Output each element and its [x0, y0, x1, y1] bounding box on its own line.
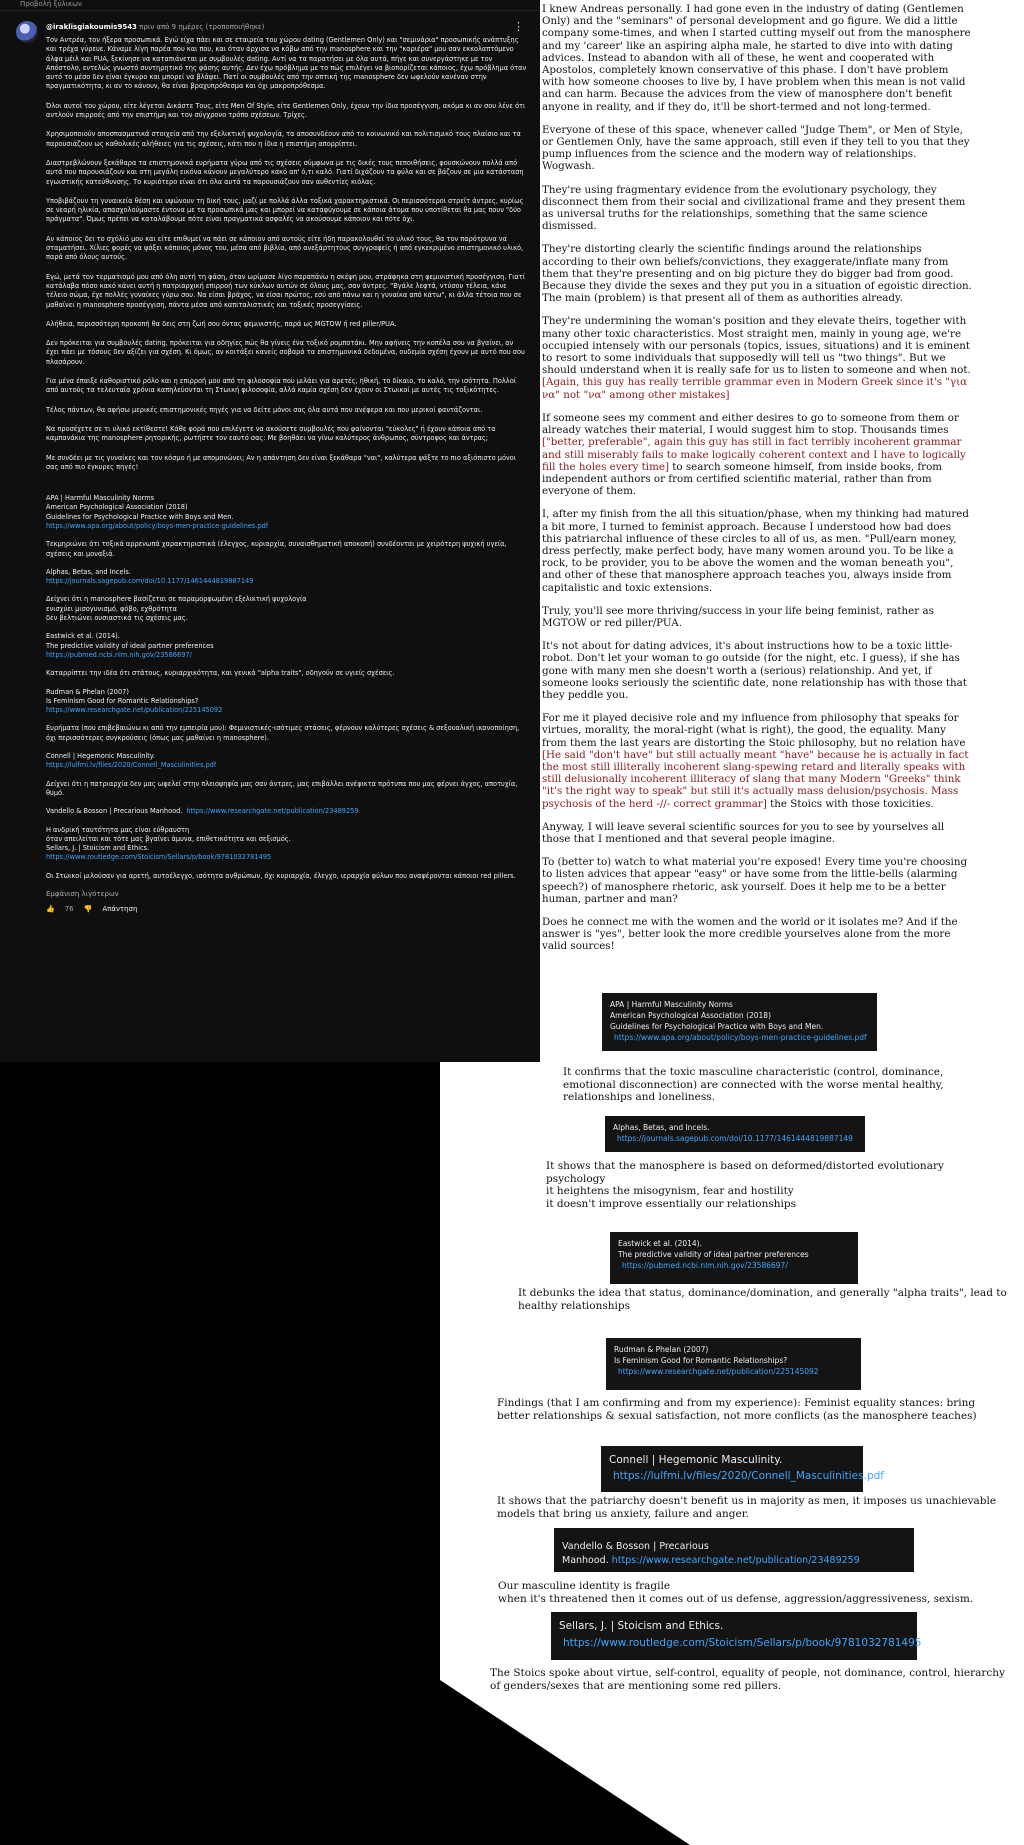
comment-paragraph: Τον Αντρέα, τον ήξερα προσωπικά. Εγώ είχα πάει και σε εταιρεία του χώρου dating (Gentlemen Only) και "σεμινάρια" προσωπικής ανάπτυξης και τρέχα γύρευε. Κάναμε λίγη παρέα που και που, και όταν άρχισα να κόβω από την manosphere και την "καριέρα" μου σαν εκκολαπτόμενο άλφα μέιλ και PUA, ξεκίνησε να καταπιάνεται με συμβουλές dating. Αντί να τα παρατήσει με όλα αυτά, πήγε και συνεργάστηκε με τον Απόστολο, εντελώς γνωστό συντηρητικό της φάσης αυτής. Δεν έχω πρόβλημα με το πώς επιλέγει να βιοπορίζεται κάποιος, έχω πρόβλημα όταν αυτό το μέσο δεν είναι έγκυρο και μπορεί να βλάψει. Πατί οι συμβουλές από την οπτική της manosphere δεν ωφελούν κανέναν στην πραγματικότητα, κι αν το κάνουν, θα είναι βραχυπρόθεσμα και όχι μακροπρόθεσμα.: [46, 36, 527, 91]
reference-box-eastwick: [610, 1232, 858, 1284]
box-line: Sellars, J. | Stoicism and Ethics.: [559, 1620, 724, 1632]
comment-header: [46, 23, 264, 31]
comment-body: [46, 36, 528, 915]
translation-paragraph: They're using fragmentary evidence from the evolutionary psychology, they disconnect them from their social and civilizational frame and they present them as universal truths for the relationships, something that the same science dismissed.: [542, 183, 966, 233]
reference-box-incels: [605, 1116, 865, 1152]
reference-line: ενισχύει μισογυνισμό, φόβο, εχθρότητα: [46, 604, 177, 613]
translation-paragraph: They're undermining the woman's position and they elevate theirs, together with many other toxic characteristics. Most straight men, mainly in young age, we're occupied intensely with our personals (topics, issues, situations) and it is eminent to resort to some individuals that supposedly will tell us "two things". But we should understand when it is really safe for us to listen to someone and when not. [Again, this guy has really terrible grammar even in Modern Greek since it's "για να" not "να" among other mistakes]: [542, 315, 971, 401]
comment-references: [46, 494, 528, 881]
comment-paragraph: Με συνδέει με τις γυναίκες και τον κόσμο ή με απομονώνει; Αν η απάντηση δεν είναι ξεκάθαρα "ναι", καλύτερα ψάξτε το πιο αξιόπιστο μόνοι σας από πιο έγκυρες πηγές!: [46, 453, 516, 471]
translation-paragraph: If someone sees my comment and either desires to go to someone from them or already watches their material, I would suggest him to stop. Thousands times ["better, preferable", again this guy has still in fact terribly incoherent grammar and still miserably fails to make logically coherent context and I have to logically fill the holes every time] to search someone himself, from inside books, from independent authors or from certified scientific material, rather than from everyone of them.: [542, 411, 966, 498]
comment-reference: [46, 632, 528, 660]
reply-button[interactable]: Απάντηση: [102, 905, 138, 914]
reference-line: Τεκμηριώνει ότι τοξικά αρρενωπά χαρακτηριστικά (έλεγχος, κυριαρχία, συναισθηματική αποκοπή) συνδέονται με χειρότερη ψυχική υγεία, σχέσεις και μοναξιά.: [46, 540, 507, 558]
translator-note: ["better, preferable", again this guy has still in fact terribly incoherent grammar and still miserably fails to make logically coherent context and I have to logically fill the holes every time]: [542, 436, 966, 473]
like-count: 76: [64, 905, 74, 914]
reference-caption: Findings (that I am confirming and from my experience): Feminist equality stances: bring better relationships & sexual satisfaction, not more conflicts (as the manosphere teaches): [497, 1397, 977, 1422]
translation-paragraph: It's not about for dating advices, it's about instructions how to be a toxic little-robot. Don't let your woman to go outside (for the night, etc. I guess), if she has gone with many men she doesn't worth a (serious) relationship. And yet, if someone looks seriously the scientific date, none relationship has with those that they peddle you.: [542, 640, 967, 701]
comment-paragraph: Δεν πρόκειται για συμβουλές dating, πρόκειται για οδηγίες πώς θα γίνεις ένα τοξικό ρομποτάκι. Μην αφήνεις την κοπέλα σου να βγαίνει, αν έχει πάει με τόσους δεν αξίζει για σχέση. Κι όμως, αν κοιτάξει κανείς σοβαρά τα επιστημονικά δεδομένα, ουδεμία σχέση έχουν με αυτό που σου πλασάρουν.: [46, 339, 525, 366]
translation-paragraph: They're distorting clearly the scientific findings around the relationships according to their own beliefs/convictions, they exaggerate/inflate many from them that they're presenting and on big picture they do bigger bad from good. Because they divide the sexes and they put you in a situation of egoistic direction. The main (problem) is that present all of them as authorities already.: [542, 243, 972, 305]
box-line: Rudman & Phelan (2007): [614, 1345, 709, 1354]
comment-reference: [46, 669, 528, 678]
avatar[interactable]: [16, 21, 38, 43]
comment-reference: [46, 724, 528, 743]
reference-line: Δείχνει ότι η πατριαρχία δεν μας ωφελεί στην πλειοψηφία μας σαν άντρες, μας επιβάλλει ανέφικτα πρότυπα που μας φέρνει άγχος, αποτυχία, θυμό.: [46, 779, 518, 797]
reference-line: Η ανδρική ταυτότητα μας είναι εύθραυστη: [46, 825, 190, 834]
reference-line: Connell | Hegemonic Masculinity.: [46, 752, 155, 761]
panel-topbar: Προβολή ξύλικων: [0, 0, 540, 11]
reference-box-vandello: [554, 1528, 914, 1572]
reference-caption: It confirms that the toxic masculine characteristic (control, dominance, emotional disconnection) are connected with the worse mental healthy, relationships and loneliness.: [563, 1066, 944, 1103]
reference-link[interactable]: https://www.apa.org/about/policy/boys-men-practice-guidelines.pdf: [46, 521, 269, 530]
box-link[interactable]: https://journals.sagepub.com/doi/10.1177/1461444819887149: [617, 1134, 853, 1143]
comment-reference: [46, 540, 528, 559]
reference-line: American Psychological Association (2018): [46, 503, 188, 512]
box-line: Is Feminism Good for Romantic Relationships?: [614, 1356, 788, 1365]
comment-reference: [46, 494, 528, 531]
translator-note: [He said "don't have" but still actually meant "have" because he is actually in fact the most still illiterally incoherent slang-spewing retard and literally speaks with still delusionally incoherent illiteracy of slang that many Modern "Greeks" think "it's the right way to speak" but still it's actually mass delusion/psychosis. Mass psychosis of the herd -//- correct grammar]: [542, 748, 969, 810]
reference-line: The predictive validity of ideal partner preferences: [46, 641, 214, 650]
comment-reference: [46, 826, 528, 863]
box-link[interactable]: https://www.apa.org/about/policy/boys-men-practice-guidelines.pdf: [614, 1033, 867, 1042]
reference-line: Guidelines for Psychological Practice with Boys and Men.: [46, 512, 234, 521]
comment-meta: πριν από 9 ημέρες (τροποποιήθηκε): [139, 23, 265, 31]
box-line: Vandello & Bosson | Precarious Manhood.: [562, 1541, 709, 1566]
reference-line: Sellars, J. | Stoicism and Ethics.: [46, 844, 150, 853]
reference-line: Οι Στωικοί μιλούσαν για αρετή, αυτοέλεγχο, ισότητα ανθρώπων, όχι κυριαρχία, έλεγχο, ιεραρχία φύλων που αναφέρονται κάποιοι red pillers.: [46, 871, 516, 880]
comment-username[interactable]: @iraklisgiakoumis9543: [46, 23, 137, 31]
translation-paragraph: For me it played decisive role and my influence from philosophy that speaks for virtues, morality, the moral-right (what is right), the good, the equality. Many from them the last years are distorting the Stoic philosophy, but no relation have [He said "don't have" but still actually meant "have" because he is actually in fact the most still illiterally incoherent slang-spewing retard and literally speaks with still delusionally incoherent illiteracy of slang that many Modern "Greeks" think "it's the right way to speak" but still it's actually mass delusion/psychosis. Mass psychosis of the herd -//- correct grammar] the Stoics with those toxicities.: [542, 712, 969, 810]
reference-box-connell: [601, 1446, 884, 1492]
box-line: American Psychological Association (2018): [610, 1011, 772, 1020]
translation-text: [542, 3, 972, 964]
comment-paragraphs: [46, 36, 528, 472]
reference-link[interactable]: https://pubmed.ncbi.nlm.nih.gov/23586697/: [46, 650, 192, 659]
box-line: Guidelines for Psychological Practice with Boys and Men.: [610, 1022, 824, 1031]
comment-paragraph: Χρησιμοποιούν αποσπασματικά στοιχεία από την εξελικτική ψυχολογία, τα αποσυνδέουν από το κοινωνικό και πολιτισμικό τους πλαίσιο και τα παρουσιάζουν ως καθολικές αλήθειες για τις σχέσεις, κάτι που η ίδια η επιστήμη απορρίπτει.: [46, 130, 521, 148]
box-link[interactable]: https://www.researchgate.net/publication/225145092: [618, 1367, 819, 1376]
reference-line: Ευρήματα (που επιβεβαιώνω κι από την εμπειρία μου): Φεμινιστικές-ισότιμες στάσεις, φέρνουν καλύτερες σχέσεις & σεξουαλική ικανοποίηση, όχι περισσότερες συγκρούσεις (όπως μας μαθαίνει η manosphere).: [46, 724, 520, 742]
reference-box-sellars: [551, 1612, 922, 1660]
comment-paragraph: Να προσέχετε σε τι υλικό εκτίθεστε! Κάθε φορά που επιλέγετε να ακούσετε συμβουλές που φαίνονται "εύκολες" ή έχουν κάποια από τα καμπανάκια της manosphere ρητορικής, ρωτήστε τον εαυτό σας: Με βοηθάει να γίνω καλύτερος άνθρωπος, σύντροφος και άντρας;: [46, 424, 496, 443]
comment-reference: [46, 595, 528, 623]
comment-actions: [46, 905, 528, 914]
reference-line: δεν βελτιώνει ουσιαστικά τις σχέσεις μας.: [46, 614, 188, 623]
reference-caption: It shows that the manosphere is based on deformed/distorted evolutionary psychology it heightens the misogynism, fear and hostility it doesn't improve essentially our relationships: [546, 1160, 944, 1210]
kebab-menu-icon[interactable]: ⋮: [513, 20, 524, 33]
reference-link[interactable]: https://www.researchgate.net/publication/225145092: [46, 706, 223, 715]
comment-reference: [46, 688, 528, 716]
comment-reference: [46, 780, 528, 799]
reference-caption: It debunks the idea that status, dominance/domination, and generally "alpha traits", lead to healthy relationships: [518, 1287, 1007, 1312]
reference-link[interactable]: https://www.researchgate.net/publication/23489259: [186, 807, 359, 816]
reference-line: όταν απειλείται και τότε μας βγαίνει άμυνα, επιθετικότητα και σεξισμός.: [46, 834, 291, 843]
reference-line: Δείχνει ότι η manosphere βασίζεται σε παραμορφωμένη εξελικτική ψυχολογία: [46, 595, 307, 604]
translator-note: [Again, this guy has really terrible grammar even in Modern Greek since it's "για να" not "να" among other mistakes]: [542, 376, 968, 401]
comment-paragraph: Όλοι αυτοί του χώρου, είτε λέγεται Δικάστε Τους, είτε Men Of Style, είτε Gentlemen Only, έχουν την ίδια προσέγγιση, ακόμα κι αν σου λένε ότι αντλούν επιρροές από την επιστήμη και τον σύγχρονο τρόπο σχέσεων. Τρίχες.: [46, 101, 526, 120]
box-line: Connell | Hegemonic Masculinity.: [609, 1454, 783, 1466]
box-link[interactable]: https://pubmed.ncbi.nlm.nih.gov/23586697/: [622, 1261, 788, 1270]
reference-line: Is Feminism Good for Romantic Relationships?: [46, 696, 199, 705]
youtube-comment-panel: [0, 0, 540, 1062]
box-link[interactable]: https://lulfmi.lv/files/2020/Connell_Masculinities.pdf: [613, 1470, 884, 1482]
box-link[interactable]: https://www.routledge.com/Stoicism/Sellars/p/book/9781032781495: [563, 1637, 922, 1649]
translation-paragraph: Anyway, I will leave several scientific sources for you to see by yourselves all those that I mentioned and that several people imagine.: [542, 820, 945, 845]
box-line: Eastwick et al. (2014).: [618, 1239, 702, 1248]
reference-caption: It shows that the patriarchy doesn't benefit us in majority as men, it imposes us unachievable models that bring us anxiety, failure and anger.: [497, 1495, 997, 1520]
reference-line: Vandello & Bosson | Precarious Manhood.: [46, 807, 183, 816]
reference-link[interactable]: https://lulfmi.lv/files/2020/Connell_Masculinities.pdf: [46, 761, 217, 770]
reference-link[interactable]: https://www.routledge.com/Stoicism/Sellars/p/book/9781032781495: [46, 853, 272, 862]
box-line: APA | Harmful Masculinity Norms: [610, 1000, 733, 1009]
like-icon[interactable]: 👍: [46, 905, 55, 914]
reference-line: Alphas, Betas, and Incels.: [46, 567, 131, 576]
box-line: Alphas, Betas, and Incels.: [613, 1123, 710, 1132]
box-line: The predictive validity of ideal partner preferences: [618, 1250, 809, 1259]
translation-paragraph: Does he connect me with the women and the world or it isolates me? And if the answer is "yes", better look the more credible yourselves alone from the more valid sources!: [542, 916, 958, 953]
comment-paragraph: Διαστρεβλώνουν ξεκάθαρα τα επιστημονικά ευρήματα γύρω από τις σχέσεις σύμφωνα με τις δικές τους πεποιθήσεις, φουσκώνουν πολλά από αυτά που παρουσιάζουν και στη μεγάλη εικόνα κάνουν μεγαλύτερο κακό απ' ό,τι καλό. Γιατί διχάζουν τα φύλα και σε βάζουν σε μια κατάσταση εγωιστικής κατεύθυνσης. Το κυριότερο είναι ότι όλα αυτά τα παρουσιάζουν σαν αυθεντίες κιόλας.: [46, 158, 524, 186]
comment-reference: [46, 752, 528, 771]
comment-reference: [46, 568, 528, 587]
comment-paragraph: Τέλος πάντων, θα αφήσω μερικές επιστημονικές πηγές για να δείτε μόνοι σας όλα αυτά που ανέφερα και που μερικοί φαντάζονται.: [46, 405, 483, 414]
reference-line: Καταρρίπτει την ιδέα ότι στάτους, κυριαρχικότητα, και γενικά "alpha traits", οδηγούν σε υγιείς σχέσεις.: [46, 669, 395, 678]
reference-line: APA | Harmful Masculinity Norms: [46, 494, 155, 503]
reference-caption: The Stoics spoke about virtue, self-control, equality of people, not dominance, control, hierarchy of genders/sexes that are mentioning some red pillers.: [490, 1667, 1005, 1692]
comment-paragraph: Αλήθεια, περισσότερη προκοπή θα δεις στη ζωή σου όντας φεμινιστής, παρά ως MGTOW ή red piller/PUA.: [46, 319, 397, 328]
show-less-button[interactable]: Εμφάνιση λιγότερων: [46, 890, 119, 898]
dislike-icon[interactable]: 👎: [83, 905, 93, 914]
reference-link[interactable]: https://journals.sagepub.com/doi/10.1177/1461444819887149: [46, 577, 254, 586]
translation-paragraph: Everyone of these of this space, whenever called "Judge Them", or Men of Style, or Gentlemen Only, have the same approach, still even if they tell to you that they pump influences from the science and the modern way of relationships. Wogwash.: [542, 123, 970, 173]
comment-reference: [46, 872, 528, 881]
reference-line: Eastwick et al. (2014).: [46, 632, 120, 641]
comment-paragraph: Εγώ, μετά τον τερματισμό μου από όλη αυτή τη φάση, όταν ωρίμασε λίγο παραπάνω η σκέψη μου, στράφηκα στη φεμινιστική προσέγγιση. Γιατί κατάλαβα πόσο κακό κάνει αυτή η πατριαρχική επιρροή των κύκλων αυτών σε όλους μας, σαν άντρες. "Βγάλε λεφτά, ντύσου τέλεια, κάνε τέλειο σώμα, έχε πολλές γυναίκες γύρω σου. Να είσαι βράχος, να είσαι πρώτος, εσύ από πάνω και η γυναίκα από κάτω", κι άλλα τέτοια που σε μαθαίνει η manosphere προσέγγιση, πάντα μέσα από καπιταλιστικές και τοξικές προσεγγίσεις.: [46, 272, 525, 309]
reference-box-apa: [602, 993, 877, 1051]
box-link[interactable]: https://www.researchgate.net/publication/23489259: [611, 1555, 860, 1566]
reference-caption: Our masculine identity is fragile when it's threatened then it comes out of us defense, aggression/aggressiveness, sexism.: [498, 1580, 974, 1605]
comment-paragraph: Για μένα έπαιξε καθοριστικό ρόλο και η επιρροή μου από τη φιλοσοφία που μιλάει για αρετές, ηθική, το δίκαιο, το καλό, την ισότητα. Πολλοί από αυτούς τα τελευταία χρόνια καπηλεύονται τη Στωική φιλοσοφία, αλλά καμία σχέση δεν έχουν οι Στωικοί με αυτές τις τοξικότητες.: [46, 377, 516, 395]
comment-reference: [46, 807, 528, 816]
translation-paragraph: To (better to) watch to what material you're exposed! Every time you're choosing to listen advices that appear "easy" or have some from the little-bells (alarming speech?) of manosphere rhetoric, ask yourself. Does it help me to be a better human, partner and man?: [542, 856, 968, 905]
translation-paragraph: I knew Andreas personally. I had gone even in the industry of dating (Gentlemen Only) and the "seminars" of personal development and go figure. We did a little company some-times, and when I started cutting myself out from the manosphere and my 'career' like an aspiring alpha male, he started to dive into with dating advices. Instead to abandon with all of these, he went and cooperated with Apostolos, completely known conservative of this phase. I don't have problem with how someone chooses to live by, I have problem when this mean is not valid and can harm. Because the advices from the view of manosphere don't benefit anyone in reality, and if they do, it'll be short-termed and not long-termed.: [542, 3, 971, 113]
translation-paragraph: Truly, you'll see more thriving/success in your life being feminist, rather as MGTOW or red piller/PUA.: [542, 604, 934, 629]
comment-paragraph: Αν κάποιος δει το σχόλιό μου και είτε επιθυμεί να πάει σε κάποιον από αυτούς είτε ήδη παρακολουθεί το υλικό τους, θα τον παρότρυνα να σταματήσει. Χίλιες φορές να ψάξει κάποιος μόνος του, μέσα από βιβλία, από ανεξάρτητους συγγραφείς ή από εγκεκριμένο επιστημονικό υλικό, παρά από όλους αυτούς.: [46, 234, 524, 262]
reference-line: Rudman & Phelan (2007): [46, 687, 129, 696]
comment-paragraph: Υποβιβάζουν τη γυναικεία θέση και υψώνουν τη δική τους, μαζί με πολλά άλλα τοξικά χαρακτηριστικά. Οι περισσότεροι στρεϊτ άντρες, κυρίως σε νεαρή ηλικία, απασχολούμαστε έντονα με τα προσωπικά μας και μπορεί να καταφύγουμε σε κάποια άτομα που υποτίθεται θα μας πουν "δύο πράγματα". Όμως πρέπει να καταλάβουμε πότε είναι πραγματικά ασφαλές να ακούσουμε κάποιον και πότε όχι.: [46, 196, 524, 224]
translation-paragraph: I, after my finish from the all this situation/phase, when my thinking had matured a bit more, I turned to feminist approach. Because I understood how bad does this patriarchal influence of these circles to all of us, as men. "Pull/earn money, dress perfectly, make perfect body, have many women around you. To be like a rock, to be provider, you to be above the women and the woman beneath you", and other of these that manosphere approach teaches you, always inside from capitalistic and toxic extensions.: [542, 508, 969, 594]
reference-box-rudman: [606, 1338, 861, 1390]
